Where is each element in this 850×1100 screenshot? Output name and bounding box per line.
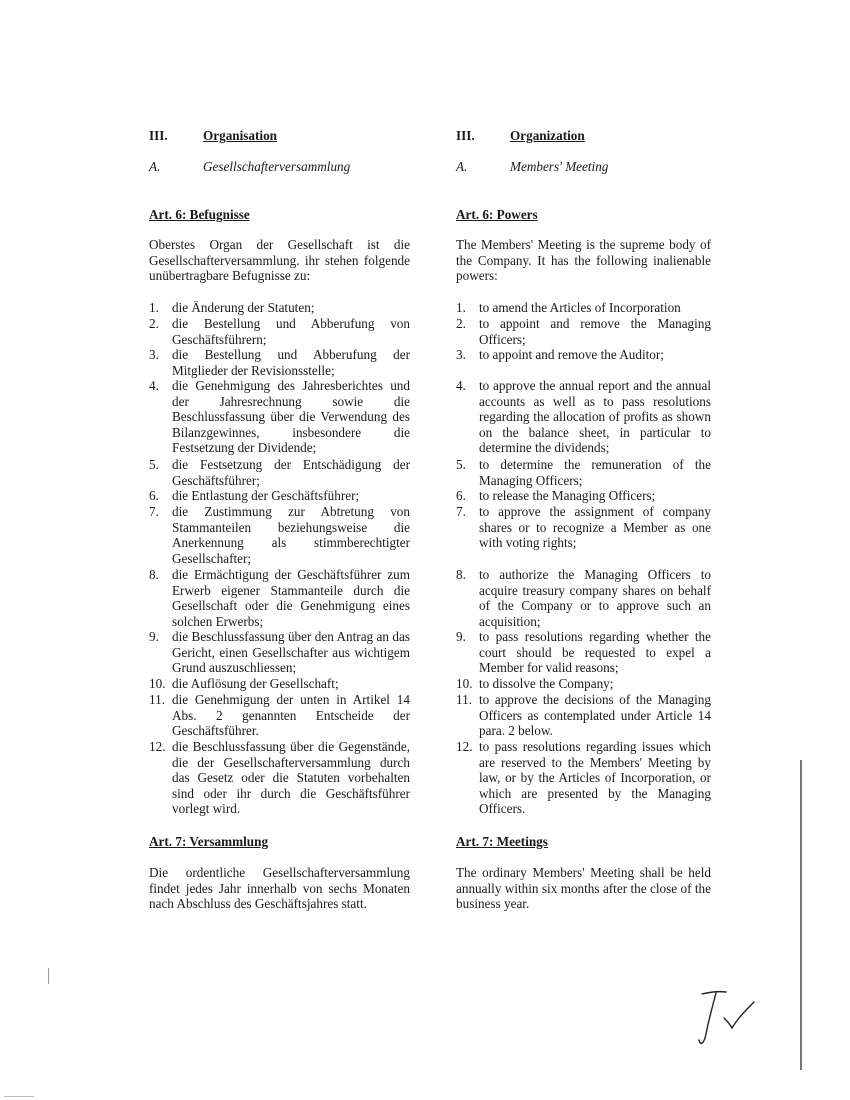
list-item: 1. to amend the Articles of Incorporation [456, 300, 681, 315]
article-7-heading-en: Art. 7: Meetings [456, 834, 548, 849]
list-item: 1. die Änderung der Statuten; [149, 300, 315, 315]
list-item: 8. die Ermächtigung der Geschäftsführer zum Erwerb eigener Stammanteile durch die Gesellschaft oder die Genehmigung eines solchen Erwerbs; [149, 567, 410, 629]
section-title-de: Organisation [203, 128, 278, 143]
article-7-text-de: Die ordentliche Gesellschafterversammlung findet jedes Jahr innerhalb von sechs Monaten nach Abschluss des Geschäftsjahres statt. [149, 865, 410, 912]
subsection-letter-en: A. [456, 159, 468, 174]
section-number-en: III. [456, 128, 475, 143]
scan-mark [4, 1096, 34, 1097]
list-item: 7. to approve the assignment of company shares or to recognize a Member as one with voting rights; [456, 504, 711, 551]
list-item: 2. die Bestellung und Abberufung von Geschäftsführern; [149, 316, 410, 347]
list-item: 3. die Bestellung und Abberufung der Mitglieder der Revisionsstelle; [149, 347, 410, 378]
list-item: 4. die Genehmigung des Jahresberichtes und der Jahresrechnung sowie die Beschlussfassung über die Verwendung des Bilanzgewinnes, insbesondere die Festsetzung der Dividende; [149, 378, 410, 456]
article-7-heading-de: Art. 7: Versammlung [149, 834, 269, 849]
list-item: 12. die Beschlussfassung über die Gegenstände, die der Gesellschafterversammlung durch das Gesetz oder die Statuten vorbehalten sind oder ihr durch die Geschäftsführer vorlegt wird. [149, 739, 410, 817]
list-item: 10. to dissolve the Company; [456, 676, 614, 691]
article-6-intro-de: Oberstes Organ der Gesellschaft ist die Gesellschafterversammlung. ihr stehen folgende unübertragbare Befugnisse zu: [149, 237, 410, 284]
list-item: 8. to authorize the Managing Officers to acquire treasury company shares on behalf of the Company or to approve such an acquisition; [456, 567, 711, 629]
handwritten-initials [696, 988, 756, 1050]
section-heading-de [149, 128, 410, 144]
subsection-heading-en [456, 159, 711, 175]
list-item: 6. to release the Managing Officers; [456, 488, 656, 503]
list-item: 12. to pass resolutions regarding issues which are reserved to the Members' Meeting by law, or by the Articles of Incorporation, or which are presented by the Managing Officers. [456, 739, 711, 817]
article-6-intro-en: The Members' Meeting is the supreme body of the Company. It has the following inalienable powers: [456, 237, 711, 284]
subsection-letter-de: A. [149, 159, 161, 174]
list-item: 9. die Beschlussfassung über den Antrag an das Gericht, einen Gesellschafter aus wichtigem Grund auszuschliessen; [149, 629, 410, 676]
subsection-title-de: Gesellschafterversammlung [203, 159, 351, 174]
scan-edge-line [800, 760, 802, 1070]
list-item: 11. die Genehmigung der unten in Artikel 14 Abs. 2 genannten Entscheide der Geschäftsführer. [149, 692, 410, 739]
list-item: 5. die Festsetzung der Entschädigung der Geschäftsführer; [149, 457, 410, 488]
list-item: 6. die Entlastung der Geschäftsführer; [149, 488, 360, 503]
list-item: 5. to determine the remuneration of the Managing Officers; [456, 457, 711, 488]
list-item: 7. die Zustimmung zur Abtretung von Stammanteilen beziehungsweise die Anerkennung als stimmberechtigter Gesellschafter; [149, 504, 410, 566]
section-heading-en [456, 128, 711, 144]
list-item: 10. die Auflösung der Gesellschaft; [149, 676, 339, 691]
subsection-title-en: Members' Meeting [510, 159, 609, 174]
scan-mark [48, 968, 49, 984]
subsection-heading-de [149, 159, 410, 175]
section-number-de: III. [149, 128, 168, 143]
article-6-heading-de: Art. 6: Befugnisse [149, 207, 250, 222]
article-7-text-en: The ordinary Members' Meeting shall be held annually within six months after the close of the business year. [456, 865, 711, 912]
list-item: 11. to approve the decisions of the Managing Officers as contemplated under Article 14 para. 2 below. [456, 692, 711, 739]
list-item: 3. to appoint and remove the Auditor; [456, 347, 664, 362]
list-item: 2. to appoint and remove the Managing Officers; [456, 316, 711, 347]
list-item: 4. to approve the annual report and the annual accounts as well as to pass resolutions regarding the allocation of profits as shown on the balance sheet, in particular to determine the dividends; [456, 378, 711, 456]
section-title-en: Organization [510, 128, 585, 143]
article-6-heading-en: Art. 6: Powers [456, 207, 538, 222]
list-item: 9. to pass resolutions regarding whether the court should be requested to expel a Member for valid reasons; [456, 629, 711, 676]
